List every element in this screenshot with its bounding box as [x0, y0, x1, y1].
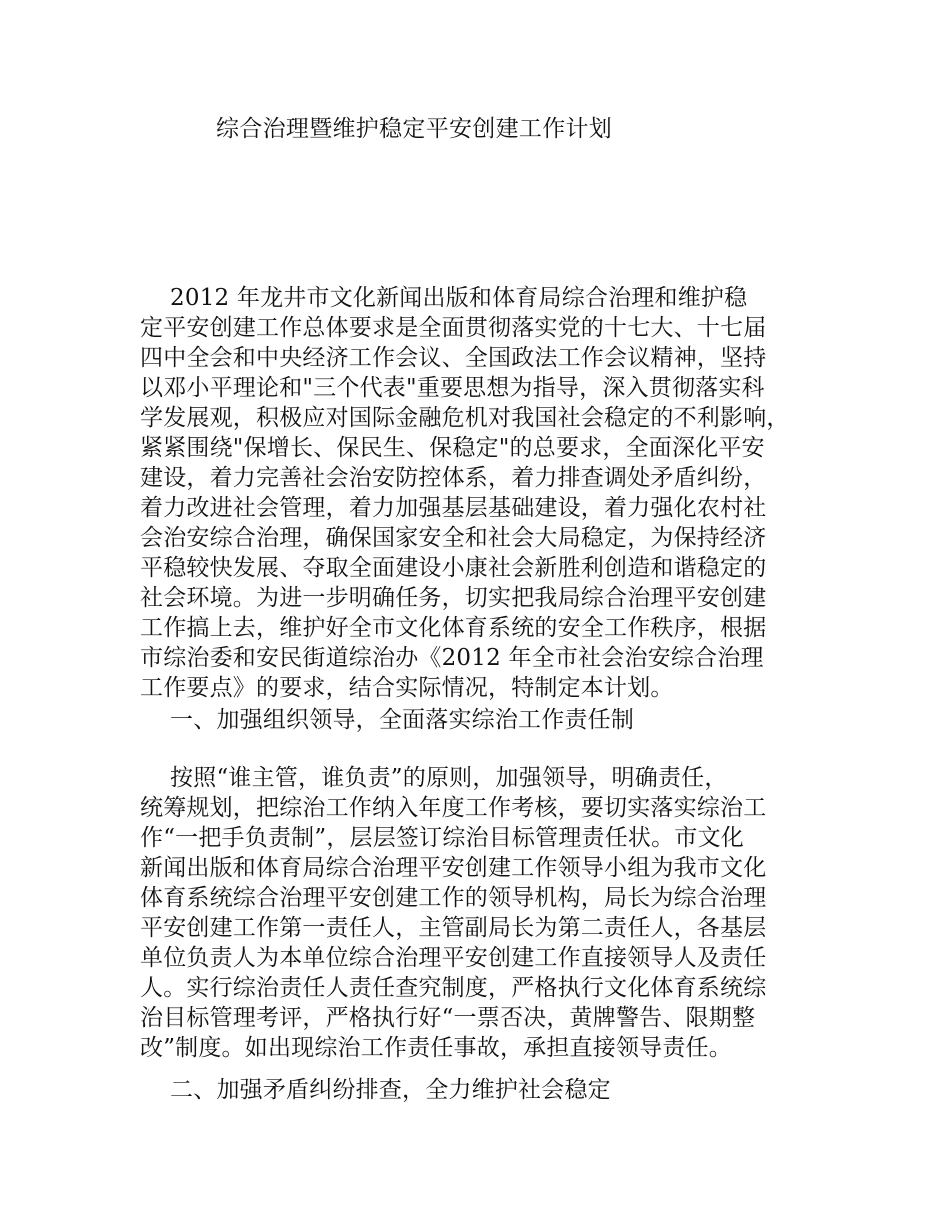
section-1-paragraph — [140, 763, 830, 1063]
paragraph-line: 紧紧围绕"保增长、保民生、保稳定"的总要求，全面深化平安 — [140, 435, 765, 461]
document-title: 综合治理暨维护稳定平安创建工作计划 — [216, 116, 613, 142]
paragraph-line: 工作要点》的要求，结合实际情况，特制定本计划。 — [140, 675, 674, 701]
paragraph-line: 会治安综合治理，确保国家安全和社会大局稳定，为保持经济 — [140, 525, 767, 551]
paragraph-line: 新闻出版和体育局综合治理平安创建工作领导小组为我市文化 — [140, 855, 767, 881]
paragraph-line: 单位负责人为本单位综合治理平安创建工作直接领导人及责任 — [140, 945, 767, 971]
paragraph-line: 作“一把手负责制”，层层签订综治目标管理责任状。市文化 — [140, 825, 744, 851]
paragraph-line: 学发展观，积极应对国际金融危机对我国社会稳定的不利影响， — [140, 405, 790, 431]
paragraph-line: 平安创建工作第一责任人，主管副局长为第二责任人，各基层 — [140, 915, 767, 941]
paragraph-line: 以邓小平理论和"三个代表"重要思想为指导，深入贯彻落实科 — [140, 375, 765, 401]
section-heading-text: 二、加强矛盾纠纷排查，全力维护社会稳定 — [140, 1077, 611, 1103]
section-2-heading — [140, 1075, 830, 1105]
paragraph-line: 改”制度。如出现综治工作责任事故，承担直接领导责任。 — [140, 1035, 732, 1061]
paragraph-line: 建设，着力完善社会治安防控体系，着力排查调处矛盾纠纷， — [140, 465, 767, 491]
paragraph-line: 着力改进社会管理，着力加强基层基础建设，着力强化农村社 — [140, 495, 767, 521]
section-1-heading — [140, 705, 830, 735]
paragraph-line: 统筹规划，把综治工作纳入年度工作考核，要切实落实综治工 — [140, 795, 767, 821]
paragraph-line: 体育系统综合治理平安创建工作的领导机构，局长为综合治理 — [140, 885, 767, 911]
paragraph-line: 治目标管理考评，严格执行好“一票否决，黄牌警告、限期整 — [140, 1005, 756, 1031]
paragraph-line: 人。实行综治责任人责任查究制度，严格执行文化体育系统综 — [140, 975, 767, 1001]
paragraph-line: 社会环境。为进一步明确任务，切实把我局综合治理平安创建 — [140, 585, 767, 611]
paragraph-line: 按照“谁主管，谁负责”的原则，加强领导，明确责任， — [140, 765, 728, 791]
paragraph-line: 四中全会和中央经济工作会议、全国政法工作会议精神，坚持 — [140, 345, 767, 371]
paragraph-line: 工作搞上去，维护好全市文化体育系统的安全工作秩序，根据 — [140, 615, 767, 641]
paragraph-line: 2012 年龙井市文化新闻出版和体育局综合治理和维护稳 — [140, 285, 748, 311]
intro-paragraph — [140, 283, 830, 703]
section-heading-text: 一、加强组织领导，全面落实综治工作责任制 — [140, 707, 635, 733]
paragraph-line: 定平安创建工作总体要求是全面贯彻落实党的十七大、十七届 — [140, 315, 767, 341]
paragraph-line: 市综治委和安民街道综治办《2012 年全市社会治安综合治理 — [140, 645, 764, 671]
paragraph-line: 平稳较快发展、夺取全面建设小康社会新胜利创造和谐稳定的 — [140, 555, 767, 581]
